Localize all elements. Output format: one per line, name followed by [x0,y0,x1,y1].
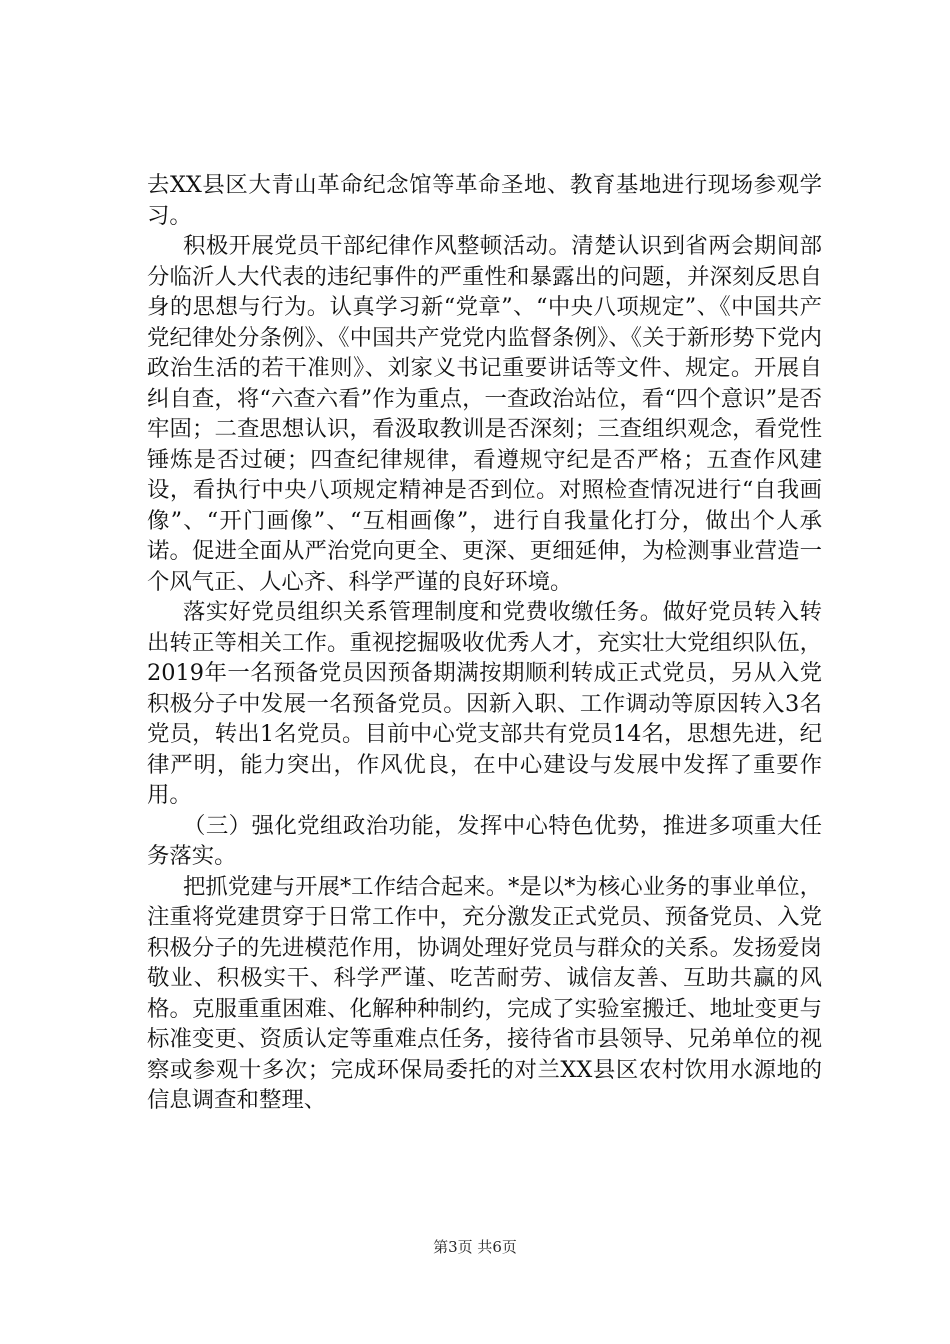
page-footer: 第3页 共6页 [433,1238,517,1256]
document-body [147,170,822,1116]
paragraph-continuation: 去XX县区大青山革命纪念馆等革命圣地、教育基地进行现场参观学习。 [147,172,822,229]
paragraph-membership-management: 落实好党员组织关系管理制度和党费收缴任务。做好党员转入转出转正等相关工作。重视挖掘吸收优秀人才，充实壮大党组织队伍，2019年一名预备党员因预备期满按期顺利转成正式党员，另从入党积极分子中发展一名预备党员。因新入职、工作调动等原因转入3名党员，转出1名党员。目前中心党支部共有党员14名，思想先进，纪律严明，能力突出，作风优良，在中心建设与发展中发挥了重要作用。 [147,599,822,808]
paragraph-discipline-rectification: 积极开展党员干部纪律作风整顿活动。清楚认识到省两会期间部分临沂人大代表的违纪事件的严重性和暴露出的问题，并深刻反思自身的思想与行为。认真学习新“党章”、“中央八项规定”、《中国共产党纪律处分条例》、《中国共产党党内监督条例》、《关于新形势下党内政治生活的若干准则》、刘家义书记重要讲话等文件、规定。开展自纠自查，将“六查六看”作为重点，一查政治站位，看“四个意识”是否牢固；二查思想认识，看汲取教训是否深刻；三查组织观念，看党性锤炼是否过硬；四查纪律规律，看遵规守纪是否严格；五查作风建设，看执行中央八项规定精神是否到位。对照检查情况进行“自我画像”、“开门画像”、“互相画像”，进行自我量化打分，做出个人承诺。促进全面从严治党向更全、更深、更细延伸，为检测事业营造一个风气正、人心齐、科学严谨的良好环境。 [147,233,822,595]
paragraph-party-building-work: 把抓党建与开展*工作结合起来。*是以*为核心业务的事业单位，注重将党建贯穿于日常工作中，充分激发正式党员、预备党员、入党积极分子的先进模范作用，协调处理好党员与群众的关系。发扬爱岗敬业、积极实干、科学严谨、吃苦耐劳、诚信友善、互助共赢的风格。克服重重困难、化解种种制约，完成了实验室搬迁、地址变更与标准变更、资质认定等重难点任务，接待省市县领导、兄弟单位的视察或参观十多次；完成环保局委托的对兰XX县区农村饮用水源地的信息调查和整理、 [147,873,822,1113]
section-heading-three: （三）强化党组政治功能，发挥中心特色优势，推进多项重大任务落实。 [147,812,822,869]
